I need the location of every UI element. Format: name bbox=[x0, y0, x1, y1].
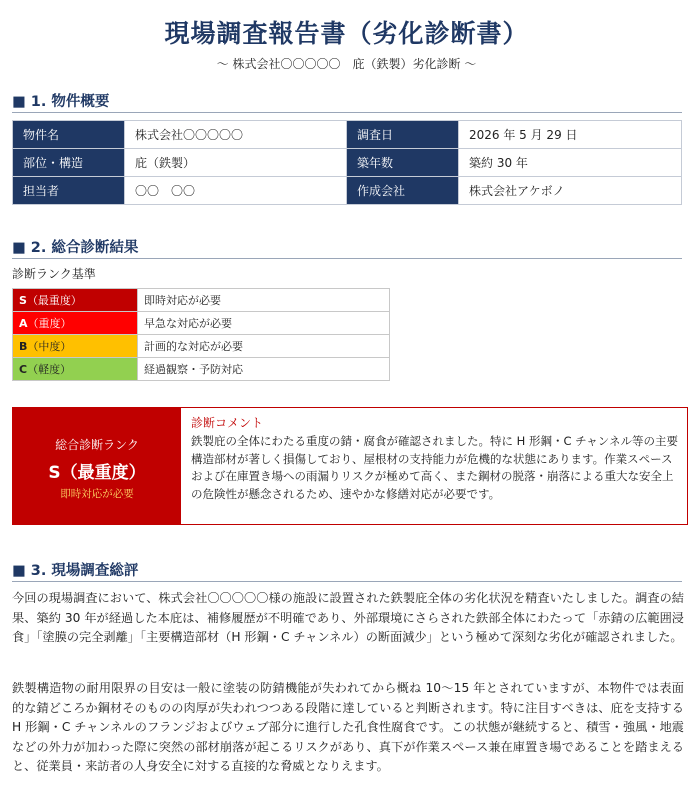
rank-name: （軽度） bbox=[27, 363, 72, 376]
overview-label: 物件名 bbox=[13, 121, 125, 149]
overview-value: 2026 年 5 月 29 日 bbox=[459, 121, 682, 149]
overall-rank-label: 総合診断ランク bbox=[55, 438, 139, 452]
rank-description: 早急な対応が必要 bbox=[138, 312, 390, 335]
table-row bbox=[13, 312, 390, 335]
overall-rank-panel bbox=[13, 408, 181, 524]
overall-rank-value: S（最重度） bbox=[48, 463, 146, 483]
rank-criteria-table bbox=[12, 288, 390, 381]
report-title: 現場調査報告書（劣化診断書） bbox=[164, 19, 529, 48]
overview-label: 築年数 bbox=[347, 149, 459, 177]
section-2-heading: ■ 2. 総合診断結果 bbox=[12, 240, 139, 256]
summary-paragraph-2: 鉄製構造物の耐用限界の目安は一般に塗装の防錆機能が失われてから概ね 10～15 年とされていますが、本物件では表面的な錆どころか鋼材そのものの肉厚が失われつつある段階に達していると判断されます。特に注目すべきは、庇を支持する H 形鋼・C チャンネルのフランジおよびウェブ部分に進行した孔食性腐食です。この状態が継続すると、積雪・強風・地震などの外力が加わった際に突然の部材崩落が起こるリスクがあり、真下が作業スペース兼在庫置き場であることを踏まえると、従業員・来訪者の人身安全に対する直接的な脅威となりえます。 bbox=[12, 681, 684, 773]
overview-value: 株式会社〇〇〇〇〇 bbox=[125, 121, 347, 149]
overview-value: 〇〇 〇〇 bbox=[125, 177, 347, 205]
rank-code: S bbox=[19, 294, 27, 307]
overview-value: 株式会社アケボノ bbox=[459, 177, 682, 205]
rank-description: 経過観察・予防対応 bbox=[138, 358, 390, 381]
overview-value: 庇（鉄製） bbox=[125, 149, 347, 177]
rank-code: C bbox=[19, 363, 28, 376]
diagnosis-comment bbox=[191, 414, 679, 503]
summary-paragraph-1: 今回の現場調査において、株式会社〇〇〇〇〇様の施設に設置された鉄製庇全体の劣化状況を精査いたしました。調査の結果、築約 30 年が経過した本庇は、補修履歴が不明確であり、外部環境にさらされた鉄部全体にわたって「赤錆の広範囲浸食」「塗膜の完全剥離」「主要構造部材（H 形鋼・C チャンネル）の断面減少」という極めて深刻な劣化が確認されました。 bbox=[12, 591, 684, 644]
overview-label: 担当者 bbox=[13, 177, 125, 205]
table-row bbox=[13, 335, 390, 358]
overview-table bbox=[12, 120, 682, 205]
table-row bbox=[13, 358, 390, 381]
comment-body: 鉄製庇の全体にわたる重度の錆・腐食が確認されました。特に H 形鋼・C チャンネル等の主要構造部材が著しく損傷しており、屋根材の支持能力が危機的な状態にあります。作業スペースおよび在庫置き場への雨漏りリスクが極めて高く、また鋼材の脱落・崩落による重大な安全上の危険性が懸念されるため、速やかな修繕対応が必要です。 bbox=[191, 434, 678, 501]
table-row bbox=[13, 177, 682, 205]
rank-cell bbox=[13, 289, 138, 312]
comment-heading: 診断コメント bbox=[191, 416, 264, 430]
report-subtitle: ～ 株式会社〇〇〇〇〇 庇（鉄製）劣化診断 ～ bbox=[216, 57, 477, 71]
rank-name: （最重度） bbox=[26, 294, 82, 307]
rank-description: 即時対応が必要 bbox=[138, 289, 390, 312]
rank-name: （重度） bbox=[27, 317, 72, 330]
section-3-heading: ■ 3. 現場調査総評 bbox=[12, 563, 139, 579]
overview-label: 部位・構造 bbox=[13, 149, 125, 177]
table-row bbox=[13, 121, 682, 149]
rank-description: 計画的な対応が必要 bbox=[138, 335, 390, 358]
table-row bbox=[13, 149, 682, 177]
rank-cell bbox=[13, 335, 138, 358]
overview-label: 作成会社 bbox=[347, 177, 459, 205]
overview-label: 調査日 bbox=[347, 121, 459, 149]
overview-value: 築約 30 年 bbox=[459, 149, 682, 177]
rank-code: B bbox=[19, 340, 28, 353]
section-1-heading: ■ 1. 物件概要 bbox=[12, 94, 110, 110]
overall-rank-note: 即時対応が必要 bbox=[60, 488, 134, 500]
section-3-rule bbox=[12, 581, 682, 582]
diagnosis-result-box bbox=[12, 407, 688, 525]
rank-cell bbox=[13, 358, 138, 381]
table-row bbox=[13, 289, 390, 312]
section-2-rule bbox=[12, 258, 682, 259]
rank-code: A bbox=[19, 317, 28, 330]
rank-criteria-caption: 診断ランク基準 bbox=[12, 267, 96, 281]
section-1-rule bbox=[12, 112, 682, 113]
rank-name: （中度） bbox=[27, 340, 72, 353]
rank-cell bbox=[13, 312, 138, 335]
